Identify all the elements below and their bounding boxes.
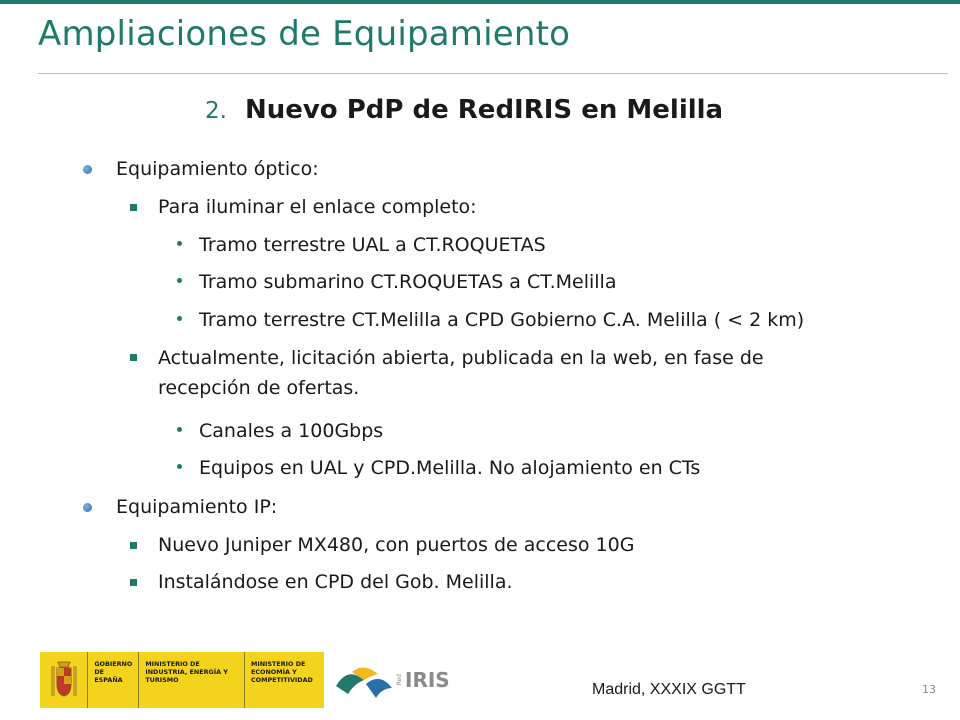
sub-sub-bullet-tramo-terrestre-ual: Tramo terrestre UAL a CT.ROQUETAS (199, 234, 546, 256)
footer-event-text: Madrid, XXXIX GGTT (592, 681, 746, 698)
bullet-equipamiento-optico: Equipamiento óptico: (116, 158, 319, 180)
dot-bullet-icon (177, 316, 182, 321)
square-bullet-icon (130, 204, 137, 211)
sub-sub-bullet-tramo-terrestre-melilla: Tramo terrestre CT.Melilla a CPD Gobierno C.A. Melilla ( < 2 km) (199, 309, 805, 331)
round-bullet-icon (83, 503, 92, 512)
square-bullet-icon (130, 354, 137, 361)
bullet-equipamiento-ip: Equipamiento IP: (116, 496, 278, 518)
sub-sub-bullet-tramo-submarino: Tramo submarino CT.ROQUETAS a CT.Melilla (199, 271, 617, 293)
page-number: 13 (922, 683, 936, 696)
sub-bullet-iluminar-enlace: Para iluminar el enlace completo: (158, 196, 477, 218)
rediris-mark-icon (334, 660, 394, 700)
square-bullet-icon (130, 542, 137, 549)
logo-ministerio-economia-text: MINISTERIO DE ECONOMÍA Y COMPETITIVIDAD (244, 652, 324, 708)
dot-bullet-icon (177, 241, 182, 246)
slide-title: Ampliaciones de Equipamiento (38, 14, 571, 54)
footer-logos (40, 652, 450, 708)
sub-sub-bullet-equipos: Equipos en UAL y CPD.Melilla. No alojamiento en CTs (199, 457, 701, 479)
sub-bullet-juniper: Nuevo Juniper MX480, con puertos de acceso 10G (158, 534, 635, 556)
logo-ministerio-industria-text: MINISTERIO DE INDUSTRIA, ENERGÍA Y TURISMO (138, 652, 244, 708)
rediris-text: IRIS (405, 668, 450, 692)
dot-bullet-icon (177, 464, 182, 469)
sub-bullet-licitacion-line2: recepción de ofertas. (158, 377, 360, 399)
dot-bullet-icon (177, 278, 182, 283)
section-title: Nuevo PdP de RedIRIS en Melilla (244, 95, 724, 125)
logo-gobierno-text: GOBIERNO DE ESPAÑA (87, 652, 138, 708)
sub-sub-bullet-canales: Canales a 100Gbps (199, 420, 384, 442)
government-logo-strip (40, 652, 324, 708)
dot-bullet-icon (177, 427, 182, 432)
coat-of-arms-icon (40, 652, 87, 708)
rediris-small-text: Red (396, 674, 403, 686)
title-divider (38, 73, 948, 74)
round-bullet-icon (83, 165, 92, 174)
section-number: 2. (205, 98, 227, 124)
sub-bullet-licitacion-line1: Actualmente, licitación abierta, publicada en la web, en fase de (158, 347, 764, 369)
square-bullet-icon (130, 579, 137, 586)
section-heading (205, 95, 723, 125)
rediris-logo (334, 660, 450, 700)
sub-bullet-instalandose: Instalándose en CPD del Gob. Melilla. (158, 571, 513, 593)
top-accent-rule (0, 0, 960, 4)
